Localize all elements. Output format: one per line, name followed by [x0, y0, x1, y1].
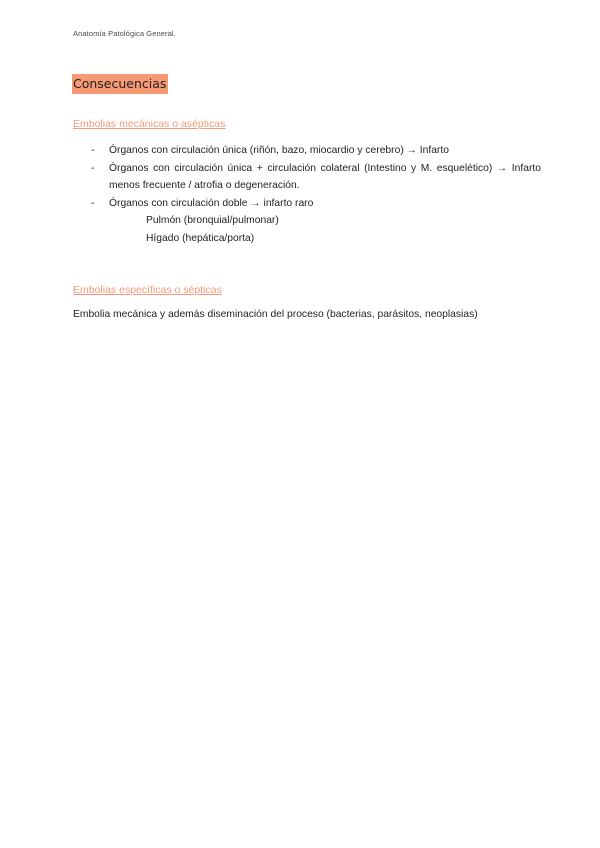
list-item-text: Órganos con circulación doble → infarto raro — [109, 197, 314, 209]
subheading-septic-embolisms: Embolias específicas o sépticas — [73, 284, 222, 296]
section-title-highlight: Consecuencias — [72, 74, 168, 94]
list-dash: - — [91, 162, 95, 174]
list-dash: - — [91, 145, 95, 156]
list-item — [91, 195, 541, 213]
consequences-list — [91, 142, 541, 247]
page-header: Anatomía Patológica General. — [73, 29, 176, 38]
list-item-text: Órganos con circulación única + circulación colateral (Intestino y M. esquelético) → Infarto menos frecuente / atrofia o degeneración. — [109, 162, 541, 191]
subheading-mechanical-embolisms: Embolias mecánicas o asépticas — [73, 118, 226, 130]
septic-paragraph: Embolia mecánica y además diseminación del proceso (bacterias, parásitos, neoplasias) — [73, 309, 478, 320]
list-dash: - — [91, 197, 95, 209]
sub-item-liver: Hígado (hepática/porta) — [146, 232, 255, 244]
list-item — [91, 160, 541, 195]
sub-item-lung: Pulmón (bronquial/pulmonar) — [146, 215, 279, 226]
list-item-text: Órganos con circulación única (riñón, bazo, miocardio y cerebro) → Infarto — [109, 145, 449, 156]
list-item — [91, 142, 541, 160]
